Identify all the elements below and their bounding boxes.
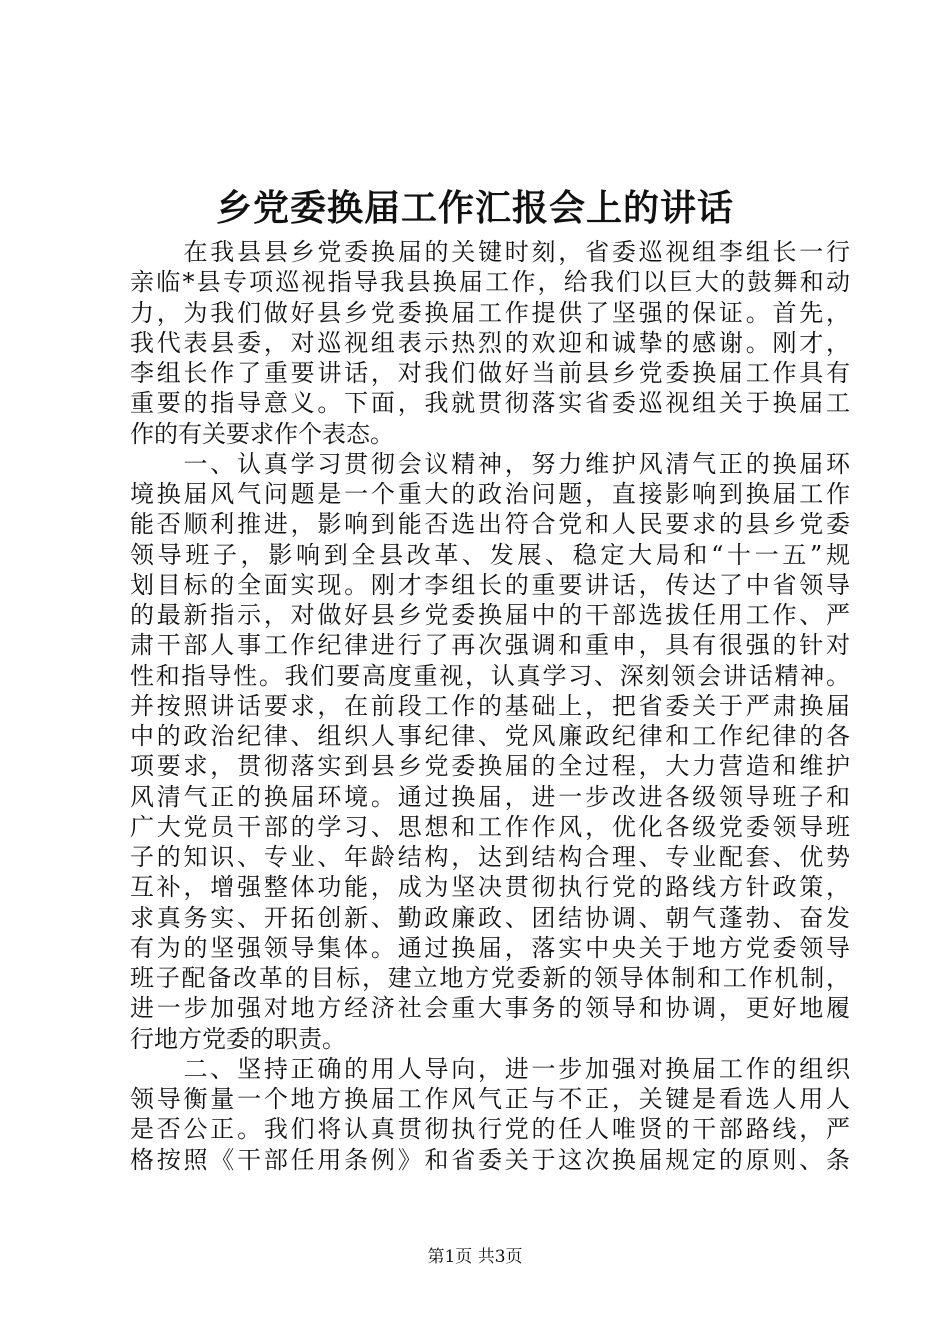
text-line: 境换届风气问题是一个重大的政治问题，直接影响到换届工作 [130,480,850,508]
text-line: 在我县县乡党委换届的关键时刻，省委巡视组李组长一行 [130,238,850,266]
text-line: 进一步加强对地方经济社会重大事务的领导和协调，更好地履 [130,994,850,1023]
text-line: 领导衡量一个地方换届工作风气正与不正，关键是看选人用人 [130,1085,850,1113]
page-footer: 第1页 共3页 [427,1247,523,1267]
text-line: 一、认真学习贯彻会议精神，努力维护风清气正的换届环 [130,449,850,478]
text-line: 领导班子，影响到全县改革、发展、稳定大局和“十一五”规 [130,540,850,569]
text-line: 风清气正的换届环境。通过换届，进一步改进各级领导班子和 [130,782,850,811]
text-line: 二、坚持正确的用人导向，进一步加强对换届工作的组织 [130,1054,850,1083]
text-line: 求真务实、开拓创新、勤政廉政、团结协调、朝气蓬勃、奋发 [130,903,850,932]
text-line: 广大党员干部的学习、思想和工作作风，优化各级党委领导班 [130,812,850,841]
text-line: 重要的指导意义。下面，我就贯彻落实省委巡视组关于换届工 [130,389,850,418]
text-line: 子的知识、专业、年龄结构，达到结构合理、专业配套、优势 [130,843,850,871]
text-line: 格按照《干部任用条例》和省委关于这次换届规定的原则、条 [130,1145,850,1174]
text-line: 的最新指示，对做好县乡党委换届中的干部选拔任用工作、严 [130,601,850,629]
text-line: 肃干部人事工作纪律进行了再次强调和重申，具有很强的针对 [130,631,850,660]
document-title: 乡党委换届工作汇报会上的讲话 [215,187,734,229]
text-line: 班子配备改革的目标，建立地方党委新的领导体制和工作机制， [130,964,850,992]
text-line: 李组长作了重要讲话，对我们做好当前县乡党委换届工作具有 [130,359,850,387]
text-line: 中的政治纪律、组织人事纪律、党风廉政纪律和工作纪律的各 [130,722,850,750]
text-line: 我代表县委，对巡视组表示热烈的欢迎和诚挚的感谢。刚才， [130,328,850,357]
text-line: 行地方党委的职责。 [130,1024,346,1053]
text-line: 亲临*县专项巡视指导我县换届工作，给我们以巨大的鼓舞和动 [130,268,850,297]
text-line: 划目标的全面实现。刚才李组长的重要讲话，传达了中省领导 [130,570,850,599]
text-line: 能否顺利推进，影响到能否选出符合党和人民要求的县乡党委 [130,510,850,539]
text-line: 项要求，贯彻落实到县乡党委换届的全过程，大力营造和维护 [130,752,850,781]
text-line: 并按照讲话要求，在前段工作的基础上，把省委关于严肃换届 [130,691,850,720]
text-line: 作的有关要求作个表态。 [130,419,394,448]
text-line: 性和指导性。我们要高度重视，认真学习、深刻领会讲话精神。 [130,661,850,690]
text-line: 力，为我们做好县乡党委换届工作提供了坚强的保证。首先， [130,298,850,327]
text-line: 互补，增强整体功能，成为坚决贯彻执行党的路线方针政策， [130,873,850,902]
document-body [130,237,850,1175]
text-line: 有为的坚强领导集体。通过换届，落实中央关于地方党委领导 [130,933,850,962]
text-line: 是否公正。我们将认真贯彻执行党的任人唯贤的干部路线，严 [130,1115,850,1144]
